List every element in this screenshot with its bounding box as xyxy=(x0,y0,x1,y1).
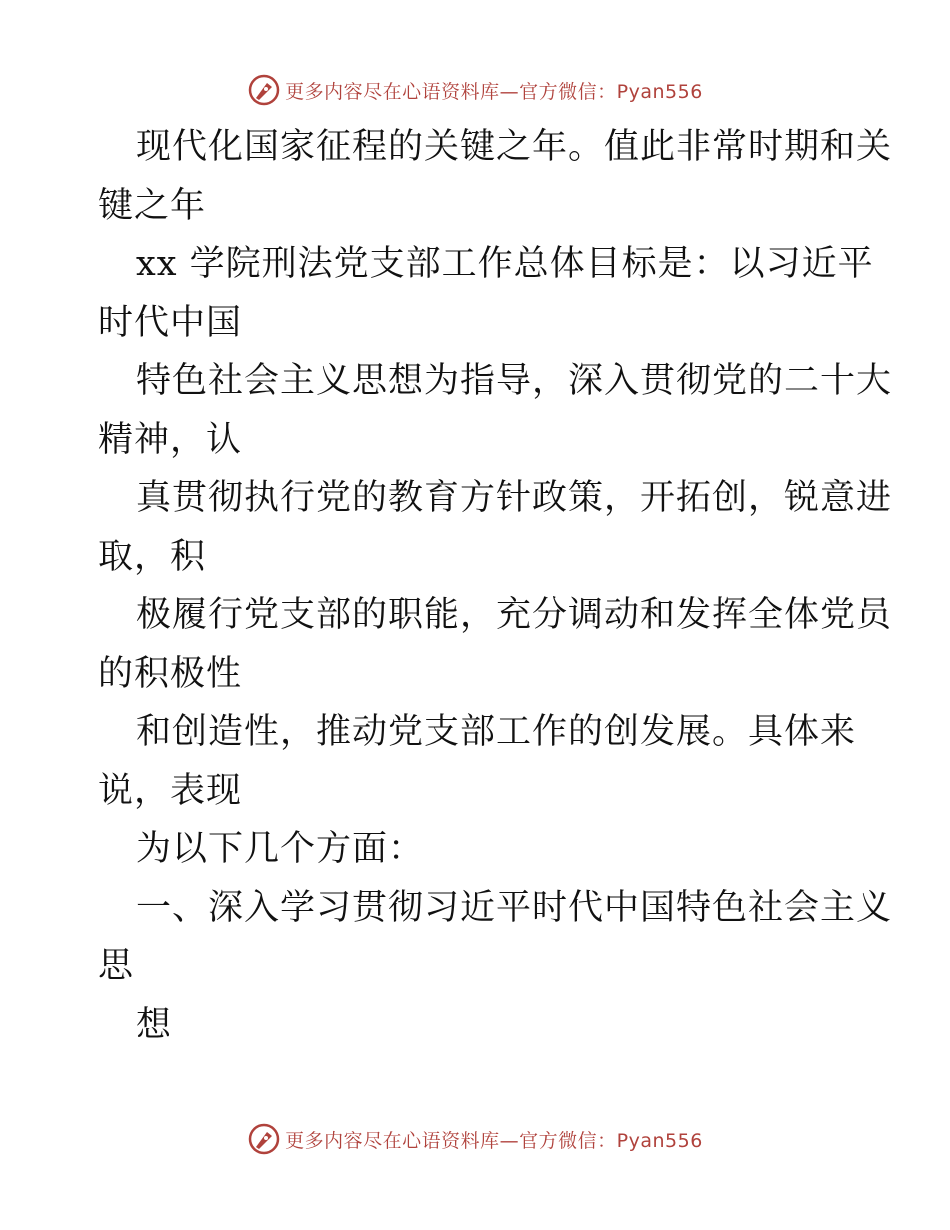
text-line: 时代中国 xyxy=(98,302,243,343)
header-banner xyxy=(0,72,950,108)
text-line: xx 学院刑法党支部工作总体目标是：以习近平 xyxy=(136,244,874,284)
text-line: 真贯彻执行党的教育方针政策，开拓创，锐意进 xyxy=(136,478,893,518)
document-body xyxy=(98,118,893,1054)
text-line: 说，表现 xyxy=(98,770,243,811)
text-line: 精神，认 xyxy=(98,419,243,460)
text-line: 想 xyxy=(136,1004,173,1045)
text-line: 和创造性，推动党支部工作的创发展。具体来 xyxy=(136,712,857,752)
text-line: 一、深入学习贯彻习近平时代中国特色社会主义 xyxy=(136,887,893,928)
pen-nib-circle-icon xyxy=(247,73,281,107)
text-line: 思 xyxy=(98,946,135,986)
text-line: 为以下几个方面： xyxy=(136,829,425,869)
text-line: 极履行党支部的职能，充分调动和发挥全体党员 xyxy=(136,595,893,635)
text-line: 现代化国家征程的关键之年。值此非常时期和关 xyxy=(136,127,893,167)
pen-nib-circle-icon xyxy=(247,1122,281,1156)
footer-banner xyxy=(0,1121,950,1157)
text-line: 特色社会主义思想为指导，深入贯彻党的二十大 xyxy=(136,361,893,401)
text-line: 的积极性 xyxy=(98,653,243,694)
banner-text: 更多内容尽在心语资料库—官方微信：Pyan556 xyxy=(285,1129,703,1152)
text-line: 键之年 xyxy=(98,185,207,226)
text-line: 取，积 xyxy=(98,536,207,577)
banner-text: 更多内容尽在心语资料库—官方微信：Pyan556 xyxy=(285,80,703,103)
